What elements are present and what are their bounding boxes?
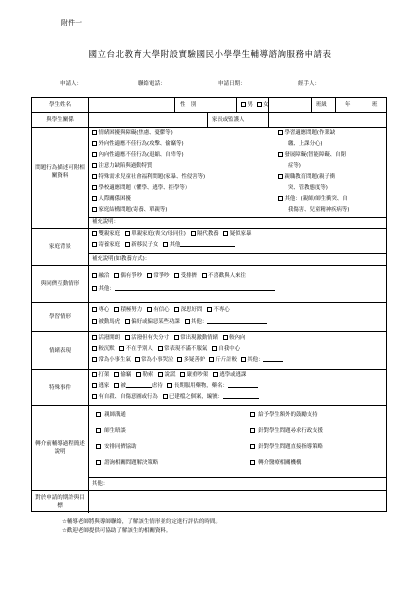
- grade-year-label: 年: [345, 102, 351, 108]
- family-supplement-label: 補充說明(如教養方式)：: [92, 256, 151, 262]
- emotion-option: 常為小事生氣: [98, 357, 131, 363]
- application-form-table: [31, 97, 387, 512]
- emotion-checkbox[interactable]: [241, 357, 246, 362]
- form-title: 國立台北教育大學附設實驗國民小學學生輔導諮詢服務申請表: [88, 50, 332, 60]
- referral-checkbox[interactable]: [96, 444, 101, 449]
- row-special-events: [32, 370, 386, 406]
- study-checkbox[interactable]: [125, 319, 130, 324]
- special-option: 說謊: [164, 372, 176, 378]
- abuse-type-field[interactable]: [126, 387, 152, 388]
- emotion-option: 自我中心: [218, 346, 241, 352]
- peer-checkbox[interactable]: [147, 273, 152, 278]
- special-checkbox[interactable]: [180, 372, 185, 377]
- problem-checkbox[interactable]: [92, 163, 97, 168]
- study-checkbox[interactable]: [92, 307, 97, 312]
- row-expectation: [32, 491, 386, 513]
- gender-options: 男 女: [241, 102, 269, 109]
- family-checkbox[interactable]: [92, 242, 97, 247]
- row-emotion: [32, 332, 386, 370]
- expectation-field[interactable]: [92, 493, 382, 510]
- special-checkbox[interactable]: [92, 383, 97, 388]
- study-option: 偏好或偏惡某些功課: [131, 319, 180, 325]
- emotion-option: 不在乎別人: [125, 346, 153, 352]
- handler-label: 經手人：: [298, 81, 321, 87]
- study-option: 深思好問: [180, 307, 203, 313]
- note-line: ☆輔導老師將與導師聯絡，了解該生情形並約定進行評估的時間。: [62, 519, 221, 525]
- special-option: 虐待: [151, 383, 163, 389]
- problem-option-cont: 繳、上課分心): [288, 141, 323, 147]
- special-checkbox[interactable]: [114, 383, 119, 388]
- problem-option: 外向性適應不佳行為(攻擊、偷竊等): [98, 141, 184, 147]
- problem-checkbox[interactable]: [92, 152, 97, 157]
- family-option: 新移民子女: [131, 242, 159, 248]
- problem-checkbox[interactable]: [92, 130, 97, 135]
- special-option: 打架: [98, 372, 110, 378]
- problem-checkbox[interactable]: [92, 185, 97, 190]
- peer-option: 偶有爭吵: [120, 273, 143, 279]
- problem-behavior-label: 問題行為描述可附相關資料: [35, 165, 85, 179]
- emotion-label: 情緒表現: [48, 347, 71, 354]
- special-option: 已建檔之個案，編號：: [169, 394, 223, 400]
- family-option: 隔代教養: [197, 231, 219, 237]
- problem-option: 親職教育問題(親子衝: [284, 174, 336, 180]
- row-relation: [32, 113, 386, 128]
- referral-checkbox[interactable]: [96, 428, 101, 433]
- applicant-info-line: [60, 79, 390, 89]
- emotion-option: 較沉默: [98, 346, 115, 352]
- emotion-checkbox[interactable]: [119, 346, 124, 351]
- referral-option: 師生晤談: [104, 428, 126, 434]
- emotion-checkbox[interactable]: [177, 357, 182, 362]
- family-checkbox[interactable]: [92, 231, 97, 236]
- family-checkbox[interactable]: [191, 231, 196, 236]
- referral-option: 針對學生問題直接指導策略: [258, 444, 323, 450]
- peer-option: 融洽: [98, 273, 110, 279]
- problem-option-cont: 我傷害、兒童精神疾病等): [288, 207, 350, 213]
- family-option: 寄養家庭: [98, 242, 121, 248]
- female-checkbox[interactable]: [257, 102, 262, 107]
- problem-option: 其他：(親師/師生衝突、自: [284, 196, 348, 202]
- peer-option: 常爭吵: [153, 273, 170, 279]
- gender-label: 性 別: [180, 102, 197, 108]
- problem-option: 內向性適應不佳行為(退縮、自卑等): [98, 152, 184, 158]
- emotion-checkbox[interactable]: [92, 346, 97, 351]
- problem-option-cont: 症等): [288, 163, 301, 169]
- medication-name-field[interactable]: [228, 387, 258, 388]
- emotion-option: 常表現不滿不服氣: [164, 346, 208, 352]
- referral-checkbox[interactable]: [96, 460, 101, 465]
- referral-option: 安排同儕協助: [104, 444, 137, 450]
- expectation-label: 對於申請的期許與目標: [35, 495, 85, 509]
- applicant-label: 申請人：: [60, 81, 83, 87]
- emotion-checkbox[interactable]: [174, 335, 179, 340]
- family-background-label: 家庭背景: [48, 244, 71, 250]
- peer-option: 不喜歡與人來往: [208, 273, 246, 279]
- emotion-checkbox[interactable]: [92, 357, 97, 362]
- relation-field[interactable]: [92, 115, 202, 125]
- row-referral-process: [32, 406, 386, 491]
- special-checkbox[interactable]: [167, 383, 172, 388]
- study-option: 有信心: [153, 307, 170, 313]
- problem-option: 特殊需求兒童社會福利問題(家暴、性侵害等): [98, 174, 206, 180]
- attachment-label: 附件一: [61, 19, 82, 27]
- study-other-field[interactable]: [207, 323, 267, 324]
- study-checkbox[interactable]: [92, 319, 97, 324]
- special-checkbox[interactable]: [213, 372, 218, 377]
- referral-checkbox[interactable]: [250, 412, 255, 417]
- special-option: 長期服用藥物，藥名：: [173, 383, 228, 389]
- problem-option: 人際關係困擾: [98, 196, 131, 202]
- peer-checkbox[interactable]: [202, 273, 207, 278]
- special-checkbox[interactable]: [136, 372, 141, 377]
- study-checkbox[interactable]: [185, 319, 190, 324]
- notes: [62, 518, 221, 536]
- problem-option: 注意力缺陷與過動特質: [98, 163, 153, 169]
- referral-option: 給予學生額外的鼓勵支持: [258, 412, 318, 418]
- family-option: 雙親家庭: [98, 231, 121, 237]
- special-option: 有自殺、自傷意圖或行為: [98, 394, 158, 400]
- special-checkbox[interactable]: [92, 394, 97, 399]
- peer-interaction-label: 與同儕互動情形: [40, 281, 80, 287]
- guardian-phone-label: 家長或監護人: [212, 117, 245, 123]
- special-option: 偷竊: [120, 372, 132, 378]
- peer-other-field[interactable]: [115, 290, 275, 291]
- emotion-checkbox[interactable]: [125, 335, 130, 340]
- problem-checkbox[interactable]: [92, 141, 97, 146]
- peer-other-checkbox[interactable]: [92, 286, 97, 291]
- study-label: 學習情形: [48, 314, 71, 320]
- family-checkbox[interactable]: [223, 231, 228, 236]
- family-checkbox[interactable]: [125, 242, 130, 247]
- class-label: 班級: [316, 102, 327, 108]
- emotion-option: 常為小事哭泣: [141, 357, 174, 363]
- phone-label: 聯絡電話：: [138, 81, 166, 87]
- problem-supplement-label: 補充說明：: [92, 219, 119, 225]
- study-checkbox[interactable]: [207, 307, 212, 312]
- referral-checkbox[interactable]: [250, 444, 255, 449]
- referral-checkbox[interactable]: [250, 460, 255, 465]
- special-option: 逃學或逃課: [219, 372, 247, 378]
- special-option: 嚴重吵架: [186, 372, 209, 378]
- emotion-option: 較內向: [229, 335, 246, 341]
- problem-option: 學校適應問題（懼學、逃學、拒學等）: [98, 185, 191, 191]
- note-line: ☆歡迎老師提供可協助了解該生的相關資料。: [62, 528, 172, 534]
- row-study: 學習情形 專心 積極努力 有信心 深思好問 不專心 被動馬虎 偏好或偏惡某些功課 其他：: [32, 303, 386, 332]
- problem-option: 發展障礙(智能障礙、自閉: [284, 152, 346, 158]
- problem-checkbox[interactable]: [278, 196, 283, 201]
- emotion-option: 斤斤計較: [215, 357, 238, 363]
- referral-label: 轉介前輔導過程簡述說明: [35, 441, 85, 455]
- study-checkbox[interactable]: [114, 307, 119, 312]
- special-events-label: 特殊事件: [48, 384, 71, 391]
- row-peer-interaction: 與同儕互動情形 融洽 偶有爭吵 常爭吵 受排擠 不喜歡與人來往 其他：: [32, 266, 386, 303]
- relation-label: 與學生關係: [46, 117, 74, 123]
- emotion-option: 多疑善妒: [183, 357, 206, 363]
- referral-other-label: 其他：: [92, 481, 109, 487]
- emotion-checkbox[interactable]: [212, 346, 217, 351]
- peer-checkbox[interactable]: [114, 273, 119, 278]
- family-other-field[interactable]: [180, 246, 235, 247]
- student-name-field[interactable]: [92, 100, 170, 110]
- family-option: 疑似家暴: [229, 231, 252, 237]
- problem-checkbox[interactable]: [92, 174, 97, 179]
- family-option: 其他: [169, 242, 181, 248]
- problem-checkbox[interactable]: [278, 130, 283, 135]
- case-number-field[interactable]: [223, 398, 259, 399]
- referral-checkbox[interactable]: [96, 412, 101, 417]
- special-option: 勒索: [142, 372, 154, 378]
- special-checkbox[interactable]: [158, 372, 163, 377]
- emotion-option: 其他：: [247, 357, 264, 363]
- emotion-checkbox[interactable]: [223, 335, 228, 340]
- emotion-option: 活潑但有失分寸: [131, 335, 170, 341]
- problem-checkbox[interactable]: [278, 174, 283, 179]
- study-option: 不專心: [213, 307, 230, 313]
- study-checkbox[interactable]: [147, 307, 152, 312]
- peer-checkbox[interactable]: [174, 273, 179, 278]
- emotion-checkbox[interactable]: [92, 335, 97, 340]
- problem-option: 家庭結構問題(寄養、單親等): [98, 207, 168, 213]
- study-option: 專心: [98, 307, 110, 313]
- problem-checkbox[interactable]: [92, 196, 97, 201]
- study-checkbox[interactable]: [174, 307, 179, 312]
- referral-checkbox[interactable]: [250, 428, 255, 433]
- special-checkbox[interactable]: [114, 372, 119, 377]
- emotion-option: 活潑開朗: [98, 335, 121, 341]
- special-checkbox[interactable]: [92, 372, 97, 377]
- peer-other-label: 其他: [98, 286, 110, 292]
- emotion-checkbox[interactable]: [135, 357, 140, 362]
- study-option: 被動馬虎: [98, 319, 121, 325]
- referral-option: 轉介醫療相關機構: [258, 460, 302, 466]
- problem-checkbox[interactable]: [92, 207, 97, 212]
- referral-option: 針對學生問題尋求行政支援: [258, 428, 323, 434]
- male-checkbox[interactable]: [241, 102, 246, 107]
- study-option: 其他: [191, 319, 202, 325]
- problem-option: 學習適應問題(作業缺: [284, 130, 336, 136]
- family-checkbox[interactable]: [125, 231, 130, 236]
- family-option: 單親家庭(喪父/母同住): [131, 231, 186, 237]
- special-checkbox[interactable]: [163, 394, 168, 399]
- class-unit-label: 班: [372, 102, 378, 108]
- emotion-checkbox[interactable]: [158, 346, 163, 351]
- peer-checkbox[interactable]: [92, 273, 97, 278]
- family-checkbox[interactable]: [163, 242, 168, 247]
- problem-option-cont: 突、管教態度等): [288, 185, 328, 191]
- row-student-info: [32, 98, 386, 113]
- apply-date-label: 申請日期：: [218, 81, 246, 87]
- referral-option: 親師溝通: [104, 412, 126, 418]
- special-option: 被: [120, 383, 126, 389]
- row-family-background: [32, 229, 386, 266]
- emotion-option: 常出現激動情緒: [180, 335, 219, 341]
- problem-option: 情緒困擾與障礙(焦慮、憂鬱等): [98, 130, 173, 136]
- row-problem-behavior: [32, 128, 386, 229]
- special-option: 逃家: [98, 383, 110, 389]
- study-option: 積極努力: [120, 307, 143, 313]
- referral-option: 諮詢相關問題解決策略: [104, 460, 159, 466]
- emotion-checkbox[interactable]: [209, 357, 214, 362]
- peer-option: 受排擠: [180, 273, 197, 279]
- problem-checkbox[interactable]: [278, 152, 283, 157]
- emotion-other-field[interactable]: [263, 361, 283, 362]
- student-name-label: 學生姓名: [48, 102, 71, 108]
